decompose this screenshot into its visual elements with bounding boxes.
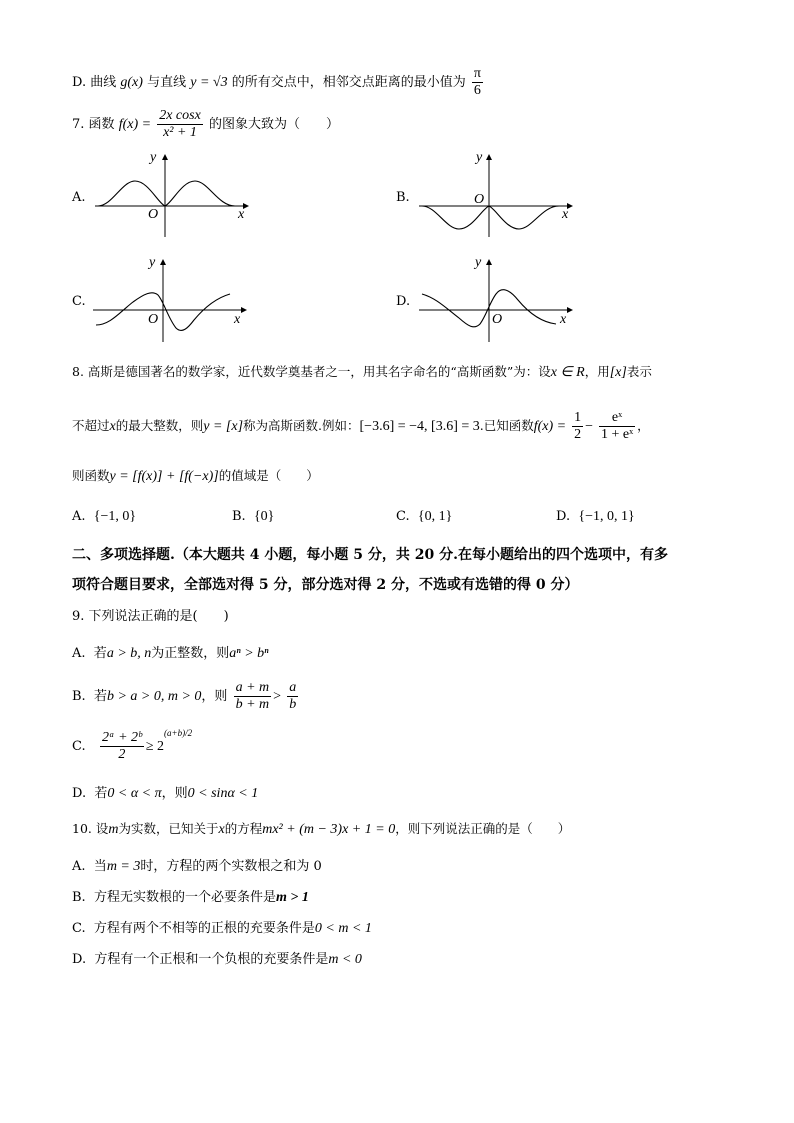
- q10-stem: [72, 821, 570, 839]
- q6d-text-2: 与直线: [147, 75, 187, 91]
- q8-option-b: [232, 509, 274, 525]
- q8-text-2b: 的最大整数，则: [115, 418, 204, 434]
- frac-numerator: 2ᵃ + 2ᵇ: [100, 730, 144, 747]
- y-axis-label: y: [475, 255, 482, 270]
- q7-stem: [72, 108, 339, 141]
- frac-denominator: 6: [473, 83, 481, 99]
- option-label: D.: [72, 952, 87, 967]
- q9c-fraction: [100, 730, 144, 763]
- q9d-math-1: 0 < α < π: [107, 786, 162, 801]
- origin-label: O: [148, 312, 159, 327]
- q9b-text-1: 若: [93, 689, 107, 705]
- q8-text-1b: ，用: [584, 364, 610, 379]
- q8-text-3b: 的值域是（ ）: [218, 468, 319, 483]
- question-number: 8.: [72, 364, 84, 379]
- q7-text-1: 函数: [88, 117, 115, 133]
- q10c-math: 0 < m < 1: [314, 921, 372, 936]
- q8-option-a: [72, 509, 136, 525]
- q10-option-d: [72, 952, 362, 969]
- x-axis-label: x: [562, 207, 569, 222]
- q9-option-b: [72, 680, 300, 713]
- frac-numerator: 1: [572, 410, 583, 427]
- q9a-math-1: a > b, n: [106, 646, 152, 661]
- q6-option-d: [72, 66, 485, 99]
- q10-text-d: ，则下列说法正确的是（ ）: [395, 821, 571, 836]
- q8-example: [−3.6] = −4, [3.6] = 3: [359, 419, 480, 435]
- q8-line-2: [72, 410, 650, 443]
- x-axis-label: x: [238, 207, 245, 222]
- origin-label: O: [148, 207, 159, 222]
- origin-label: O: [474, 192, 485, 207]
- q8-minus: −: [585, 419, 593, 435]
- y-axis-label: y: [149, 255, 156, 270]
- option-label: B.: [232, 509, 246, 524]
- q10b-text-1: 方程无实数根的一个必要条件是: [93, 890, 276, 905]
- q10-text-a: 10. 设: [72, 821, 109, 836]
- q9-option-c: [72, 728, 192, 763]
- q10-option-a: [72, 859, 322, 876]
- q10a-text-1: 当: [93, 859, 107, 874]
- q9c-ge: ≥ 2: [145, 739, 165, 754]
- option-value: {0, 1}: [417, 509, 453, 524]
- q9-option-d: [72, 786, 258, 803]
- q6d-math-g: g(x): [120, 75, 143, 91]
- q9a-text-2: 为正整数，则: [151, 646, 230, 661]
- q6d-math-y: y = √3: [190, 75, 228, 91]
- q8-text-2e: ，: [637, 418, 650, 434]
- section-2-header-line-1: 二、多项选择题.（本大题共 4 小题，每小题 5 分，共 20 分.在每小题给出的四个选项中，有多: [72, 547, 668, 563]
- option-value: {−1, 0}: [93, 509, 137, 524]
- q10-text-c: 的方程: [224, 821, 263, 836]
- q8-text-2a: 不超过: [72, 418, 110, 434]
- curve: [98, 181, 235, 206]
- q8-line-3: [72, 468, 319, 486]
- frac-denominator: 1 + eˣ: [600, 427, 634, 443]
- origin-label: O: [492, 312, 503, 327]
- q7-graph-a: [90, 145, 260, 245]
- q10d-text-1: 方程有一个正根和一个负根的充要条件是: [94, 952, 329, 967]
- frac-denominator: b: [289, 697, 297, 713]
- q10a-text-2: 时，方程的两个实数根之和为 0: [140, 859, 322, 874]
- q8-fraction-2: [599, 410, 635, 443]
- frac-numerator: a + m: [234, 680, 272, 697]
- q10b-math: m > 1: [275, 890, 309, 905]
- frac-denominator: 2: [574, 427, 582, 443]
- q9b-math: b > a > 0, m > 0: [106, 689, 202, 705]
- q10d-math: m < 0: [328, 952, 362, 967]
- q10-option-b: [72, 890, 309, 907]
- q6d-text-3: 的所有交点中，相邻交点距离的最小值为: [231, 75, 466, 91]
- section-2-header-line-2: 项符合题目要求，全部选对得 5 分，部分选对得 2 分，不选或有选错的得 0 分）: [72, 577, 579, 593]
- option-label: C.: [72, 739, 86, 754]
- q9b-fraction-1: [234, 680, 272, 713]
- q8-math-1: x ∈ R: [550, 365, 585, 380]
- q9d-text-1: 若: [94, 786, 108, 801]
- option-label: C.: [396, 509, 410, 524]
- option-value: {−1, 0, 1}: [578, 509, 635, 524]
- q8-math-2: y = [x]: [203, 419, 244, 435]
- q7-fraction: [157, 108, 203, 141]
- q9d-math-2: 0 < sinα < 1: [187, 786, 259, 801]
- q9b-text-2: ，则: [201, 689, 228, 705]
- option-label: B.: [72, 890, 86, 905]
- q7-graph-b: [414, 145, 584, 245]
- question-number: 7.: [72, 117, 85, 133]
- option-label: D.: [72, 786, 87, 801]
- frac-numerator: π: [472, 66, 483, 83]
- curve: [422, 206, 559, 229]
- q10-math-m: m: [108, 822, 119, 837]
- q8-option-c: [396, 509, 452, 525]
- q10-text-b: 为实数，已知关于: [118, 821, 219, 836]
- q9a-text-1: 若: [93, 646, 107, 661]
- q9a-math-2: aⁿ > bⁿ: [229, 646, 269, 661]
- q8-option-d: [556, 509, 635, 525]
- q8-line-1: [72, 364, 652, 382]
- q8-math-bracket: [x]: [609, 365, 627, 380]
- y-axis-label: y: [150, 150, 157, 165]
- q8-function-lhs: f(x) =: [533, 419, 567, 435]
- frac-denominator: b + m: [235, 697, 270, 713]
- frac-numerator: a: [287, 680, 298, 697]
- option-label: D.: [556, 509, 571, 524]
- q9b-gt: >: [273, 689, 282, 705]
- frac-numerator: eˣ: [599, 410, 635, 427]
- q8-text-2c: 称为高斯函数.例如：: [243, 418, 360, 434]
- q10a-math: m = 3: [106, 859, 141, 874]
- q6d-fraction: [472, 66, 483, 99]
- frac-denominator: x² + 1: [163, 125, 197, 141]
- option-label: A.: [72, 646, 86, 661]
- q8-text-3a: 则函数: [72, 468, 110, 483]
- q6d-text-1: 曲线: [90, 75, 117, 91]
- frac-numerator: 2x cosx: [157, 108, 203, 125]
- q8-fraction-1: [572, 410, 583, 443]
- q10-option-c: [72, 921, 372, 938]
- frac-denominator: 2: [118, 747, 126, 762]
- y-axis-label: y: [476, 150, 483, 165]
- q7-graph-c: [88, 250, 258, 350]
- q10-equation: mx² + (m − 3)x + 1 = 0: [262, 822, 396, 837]
- q9d-text-2: ，则: [161, 786, 188, 801]
- q7-option-b-label: B.: [396, 190, 410, 205]
- q9b-fraction-2: [287, 680, 298, 713]
- q7-text-2: 的图象大致为（ ）: [208, 117, 339, 133]
- q7-option-a-label: A.: [72, 190, 86, 205]
- q9-stem: 9. 下列说法正确的是( ): [72, 609, 229, 624]
- q9-option-a: [72, 646, 269, 663]
- option-label: A.: [72, 509, 86, 524]
- q8-math-3: y = [f(x)] + [f(−x)]: [109, 469, 219, 484]
- q7-option-d-label: D.: [396, 294, 411, 309]
- option-label: A.: [72, 859, 86, 874]
- q10c-text-1: 方程有两个不相等的正根的充要条件是: [93, 921, 315, 936]
- q7-function-lhs: f(x) =: [118, 117, 152, 133]
- option-label: D.: [72, 75, 87, 91]
- q8-text-1a: 高斯是德国著名的数学家，近代数学奠基者之一，用其名字命名的“高斯函数”为：设: [87, 364, 551, 379]
- q9c-exponent: (a+b)/2: [164, 728, 193, 738]
- option-label: C.: [72, 921, 86, 936]
- q8-text-2d: .已知函数: [479, 418, 534, 434]
- q7-option-c-label: C.: [72, 294, 86, 309]
- q10-math-x: x: [218, 822, 225, 837]
- q7-graph-d: [414, 250, 584, 350]
- q8-math-x: x: [109, 419, 116, 435]
- x-axis-label: x: [234, 312, 241, 327]
- option-label: B.: [72, 689, 86, 705]
- option-value: {0}: [253, 509, 275, 524]
- q8-text-1c: 表示: [626, 364, 652, 379]
- x-axis-label: x: [560, 312, 567, 327]
